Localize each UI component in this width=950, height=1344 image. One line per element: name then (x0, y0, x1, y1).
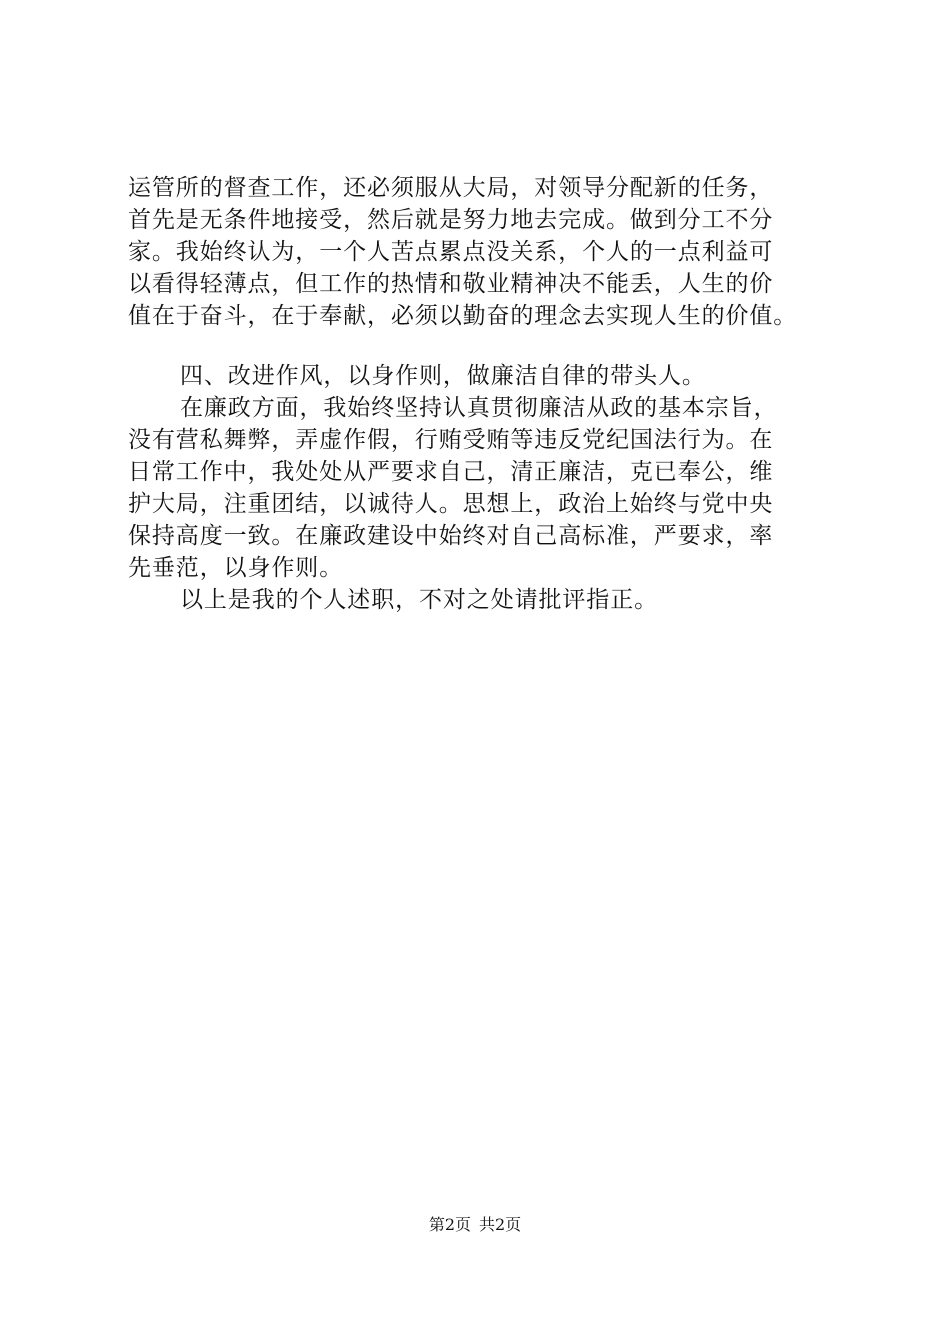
page-number: 第2页 (428, 1215, 471, 1234)
closing-statement: 以上是我的个人述职，不对之处请批评指正。 (180, 587, 658, 613)
text-line: 先垂范，以身作则。 (128, 555, 344, 581)
text-line: 值在于奋斗，在于奉献，必须以勤奋的理念去实现人生的价值。 (128, 303, 798, 329)
text-line: 以看得轻薄点，但工作的热情和敬业精神决不能丢，人生的价 (128, 271, 774, 297)
text-line: 护大局，注重团结，以诚待人。思想上，政治上始终与党中央 (128, 491, 774, 517)
text-line: 家。我始终认为，一个人苦点累点没关系，个人的一点利益可 (128, 239, 774, 265)
page-total: 共2页 (479, 1215, 522, 1234)
text-line: 首先是无条件地接受，然后就是努力地去完成。做到分工不分 (128, 207, 774, 233)
page-footer (0, 1215, 950, 1235)
text-line: 保持高度一致。在廉政建设中始终对自己高标准，严要求，率 (128, 523, 774, 549)
text-line: 日常工作中，我处处从严要求自己，清正廉洁，克已奉公，维 (128, 459, 774, 485)
text-line: 没有营私舞弊，弄虚作假，行贿受贿等违反党纪国法行为。在 (128, 427, 774, 453)
paragraph-gap (128, 332, 848, 360)
paragraph-integrity (128, 392, 848, 584)
section-heading: 四、改进作风，以身作则，做廉洁自律的带头人。 (180, 363, 706, 389)
paragraph-duty (128, 172, 848, 332)
text-line: 在廉政方面，我始终坚持认真贯彻廉洁从政的基本宗旨， (180, 395, 778, 421)
text-line: 运管所的督查工作，还必须服从大局，对领导分配新的任务， (128, 175, 774, 201)
document-body (128, 172, 848, 616)
